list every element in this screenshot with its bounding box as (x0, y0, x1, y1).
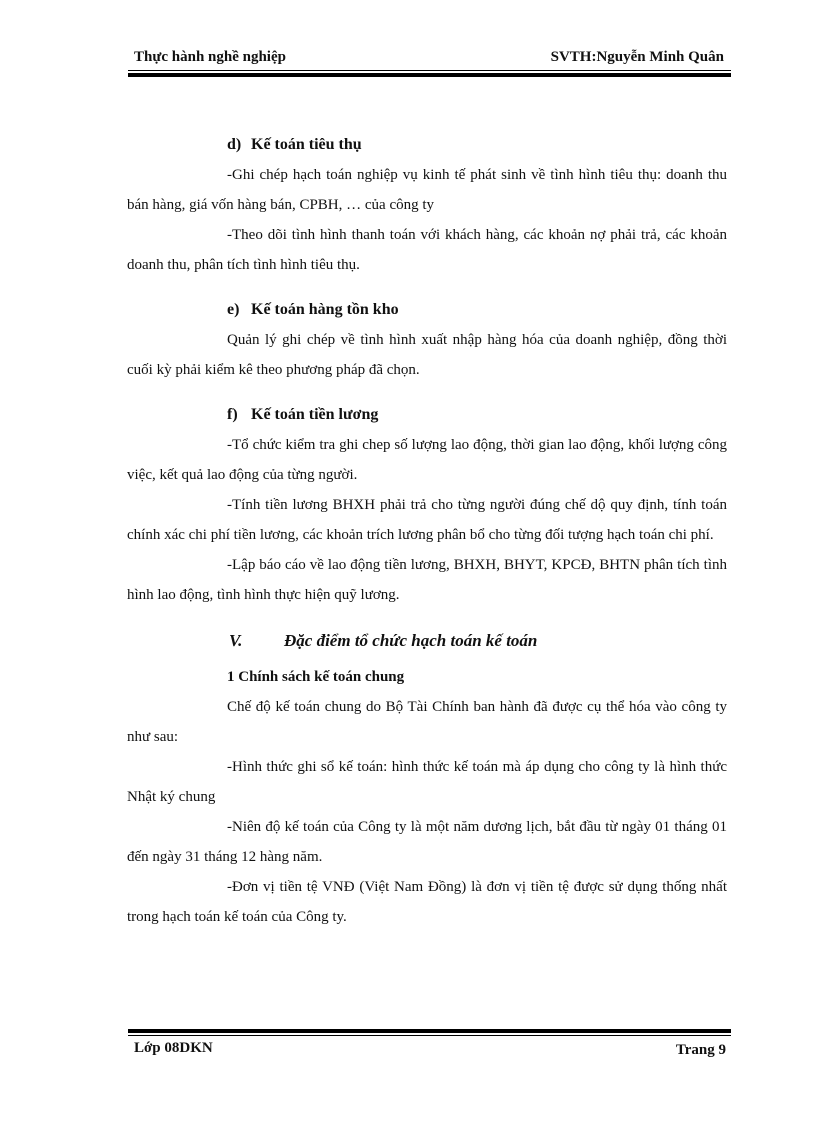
section-title-e: Kế toán hàng tồn kho (251, 301, 399, 318)
paragraph: -Hình thức ghi sổ kế toán: hình thức kế toán mà áp dụng cho công ty là hình thức Nhật ký chung (127, 759, 727, 805)
section-title-f: Kế toán tiền lương (251, 406, 379, 423)
paragraph: -Lập báo cáo về lao động tiền lương, BHXH, BHYT, KPCĐ, BHTN phân tích tình hình lao động, tình hình thực hiện quỹ lương. (127, 557, 727, 603)
header-course-title: Thực hành nghề nghiệp (134, 49, 286, 65)
section-title-d: Kế toán tiêu thụ (251, 136, 362, 153)
section-label-f: f) (227, 406, 238, 423)
header-rule-thin (128, 70, 731, 71)
page-footer (130, 1040, 730, 1064)
section-heading-e (127, 295, 727, 325)
paragraph: -Tính tiền lương BHXH phải trả cho từng người đúng chế dộ quy định, tính toán chính xác chi phí tiền lương, các khoản trích lương phân bổ cho từng đối tượng hạch toán chi phí. (127, 497, 727, 543)
footer-class-name: Lớp 08DKN (134, 1040, 213, 1056)
page-body (127, 130, 727, 932)
paragraph: Chế độ kế toán chung do Bộ Tài Chính ban hành đã được cụ thể hóa vào công ty như sau: (127, 699, 727, 745)
subsection-heading: 1 Chính sách kế toán chung (227, 669, 405, 685)
paragraph: -Ghi chép hạch toán nghiệp vụ kinh tế phát sinh về tình hình tiêu thụ: doanh thu bán hàng, giá vốn hàng bán, CPBH, … của công ty (127, 167, 727, 213)
paragraph: Quản lý ghi chép về tình hình xuất nhập hàng hóa của doanh nghiệp, đồng thời cuối kỳ phải kiểm kê theo phương pháp đã chọn. (127, 332, 727, 378)
section-label-e: e) (227, 301, 240, 318)
paragraph: -Đơn vị tiền tệ VNĐ (Việt Nam Đồng) là đơn vị tiền tệ được sử dụng thống nhất trong hạch toán kế toán của Công ty. (127, 879, 727, 925)
paragraph: -Theo dõi tình hình thanh toán với khách hàng, các khoản nợ phải trả, các khoản doanh thu, phân tích tình hình tiêu thụ. (127, 227, 727, 273)
section-label-d: d) (227, 136, 242, 153)
header-rule-thick (128, 73, 731, 77)
chapter-label-v: V. (229, 631, 243, 650)
footer-rule-thin (128, 1035, 731, 1036)
chapter-title-v: Đặc điểm tổ chức hạch toán kế toán (284, 631, 538, 650)
paragraph: -Tổ chức kiểm tra ghi chep số lượng lao động, thời gian lao động, khối lượng công việc, kết quả lao động của từng người. (127, 437, 727, 483)
section-heading-f (127, 400, 727, 430)
footer-rule-thick (128, 1029, 731, 1033)
header-student-name: SVTH:Nguyễn Minh Quân (550, 49, 724, 65)
paragraph: -Niên độ kế toán của Công ty là một năm dương lịch, bắt đầu từ ngày 01 tháng 01 đến ngày 31 tháng 12 hàng năm. (127, 819, 727, 865)
page-number: Trang 9 (675, 1042, 726, 1058)
chapter-heading-v (127, 626, 727, 656)
section-heading-d (127, 130, 727, 160)
